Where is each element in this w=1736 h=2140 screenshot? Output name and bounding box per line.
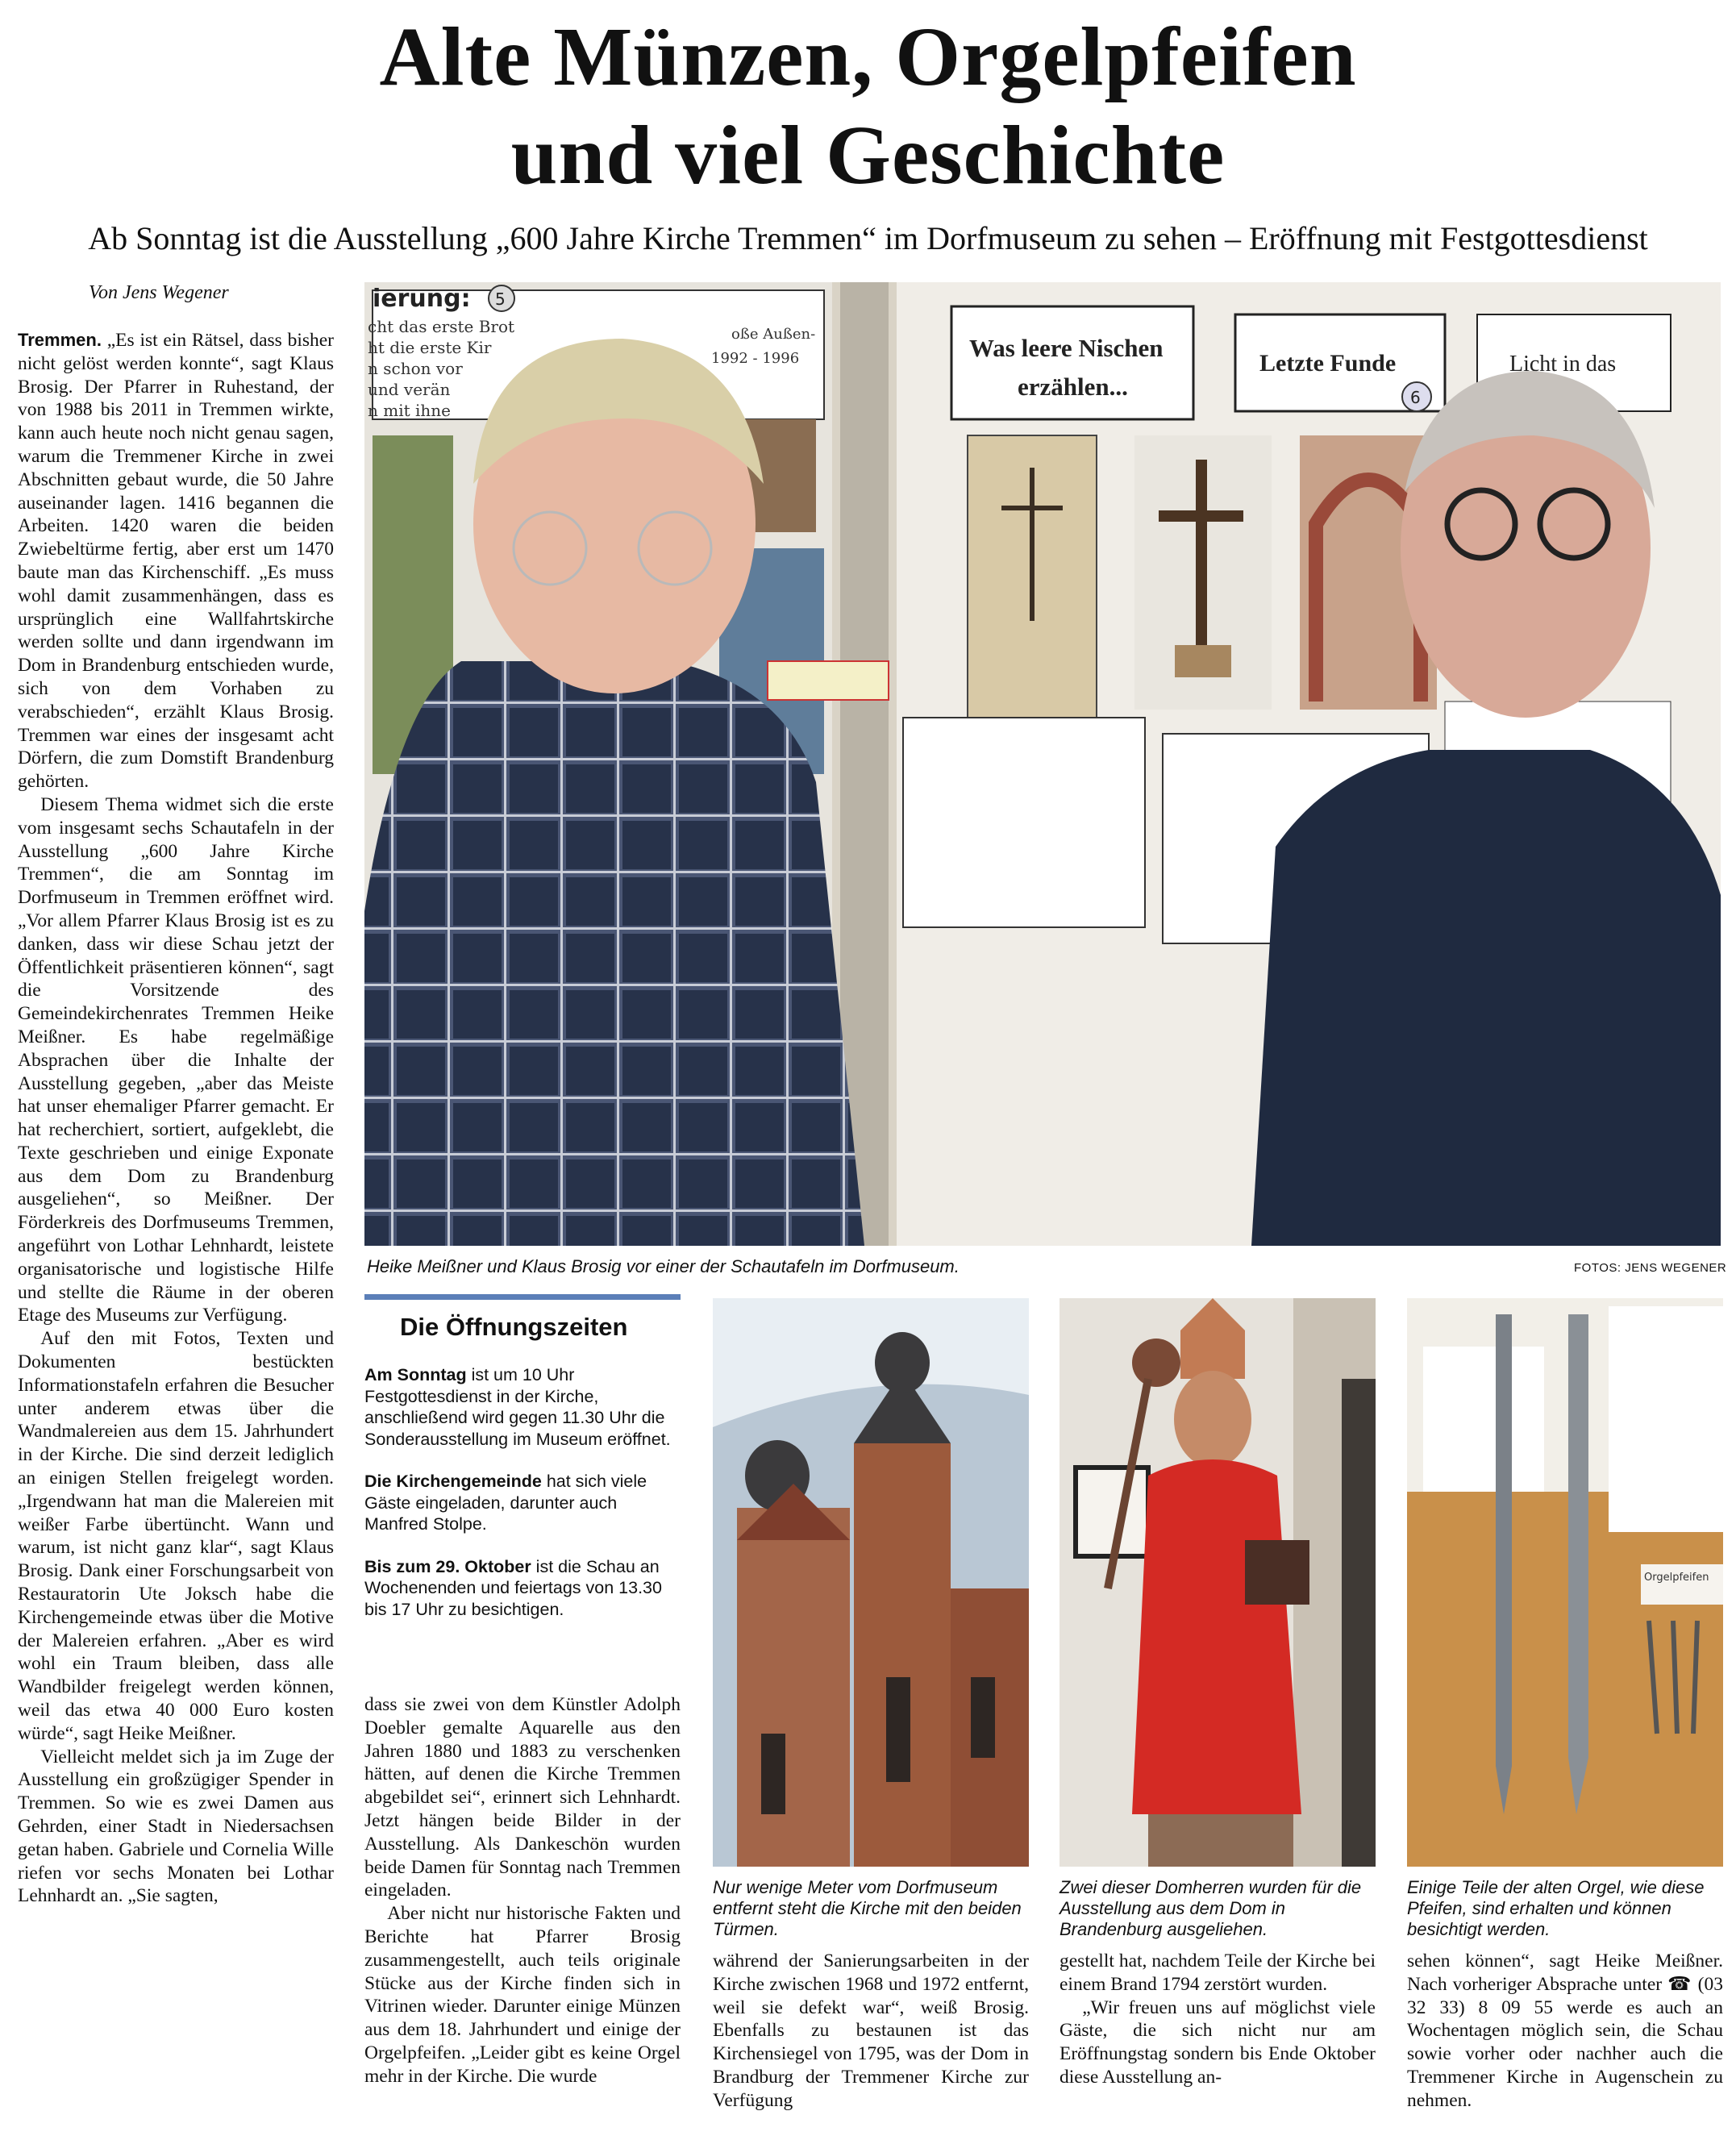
byline: Von Jens Wegener bbox=[89, 282, 229, 303]
board-num-5: 5 bbox=[495, 289, 506, 309]
organ-pipes-photo bbox=[1407, 1298, 1723, 1867]
infobox-item-2: Die Kirchengemeinde hat sich viele Gäste eingeladen, darunter auch Manfred Stolpe. bbox=[364, 1472, 647, 1534]
opening-hours-box bbox=[364, 1364, 681, 1641]
paragraph-1: Tremmen. „Es ist ein Rätsel, dass bisher nicht gelöst werden konnte“, sagt Klaus Brosig. Der Pfarrer in Ruhestand, der von 1988 bis 2011 in Tremmen wirkte, kann auch heute noch nicht genau sagen, warum die Tremmener Kirche in zwei Abschnitten gebaut wurde, die 50 Jahre auseinander lagen. 1416 begannen die Arbeiten. 1420 waren die beiden Zwiebeltürme fertig, aber erst um 1470 baute man das Kirchenschiff. „Es muss wohl damit zusammenhängen, dass es ursprünglich eine Wallfahrtskirche werden sollte und dann irgendwann im Dom in Brandenburg entschieden wurde, sich von dem Vorhaben zu verabschieden“, erzählt Klaus Brosig. Tremmen war eines der insgesamt acht Dörfern, die zum Domstift Brandenburg gehörten. bbox=[18, 330, 334, 793]
board-text-6: n mit ihne bbox=[368, 401, 451, 420]
church-photo bbox=[713, 1298, 1029, 1867]
paragraph-8: „Wir freuen uns auf möglichst viele Gäste, die sich nicht nur am Eröffnungstag sondern bis Ende Oktober diese Ausstellung an- bbox=[1060, 1996, 1376, 2088]
church-photo-caption: Nur wenige Meter vom Dorfmuseum entfernt steht die Kirche mit den beiden Türmen. bbox=[713, 1877, 1022, 1939]
board-text-8: 1992 - 1996 bbox=[711, 350, 800, 367]
canon-statue-photo bbox=[1060, 1298, 1376, 1867]
statue-image bbox=[1060, 1298, 1376, 1867]
church-image bbox=[713, 1298, 1029, 1867]
infobox-item-3: Bis zum 29. Oktober ist die Schau an Wochenenden und feiertags von 13.30 bis 17 Uhr zu besichtigen. bbox=[364, 1556, 662, 1619]
organ-photo-caption: Einige Teile der alten Orgel, wie diese Pfeifen, sind erhalten und können besichtigt werden. bbox=[1407, 1877, 1705, 1939]
board-text-4: n schon vor bbox=[368, 359, 463, 378]
board-text-2: cht das erste Brot bbox=[368, 317, 515, 336]
paragraph-7: gestellt hat, nachdem Teile der Kirche bei einem Brand 1794 zerstört wurden. bbox=[1060, 1951, 1376, 1995]
article-column-4 bbox=[1060, 1950, 1376, 2135]
infobox-rule bbox=[364, 1294, 681, 1300]
organ-label: Orgelpfeifen bbox=[1644, 1572, 1709, 1584]
headline bbox=[0, 8, 1736, 205]
infobox-item-1: Am Sonntag ist um 10 Uhr Festgottesdienst in der Kirche, anschließend wird gegen 11.30 Uhr die Sonderausstellung im Museum eröffnet. bbox=[364, 1365, 671, 1449]
paragraph-6: Aber nicht nur historische Fakten und Berichte hat Pfarrer Brosig zusammengestellt, auch teils originale Stücke aus der Kirche finden sich in Vitrinen wieder. Darunter einige Münzen aus dem 18. Jahrhundert und einige der Orgelpfeifen. „Leider gibt es keine Orgel mehr in der Kirche. Die wurde bbox=[364, 1903, 681, 2087]
dateline: Tremmen. bbox=[18, 330, 102, 350]
board-title-nischen-2: erzählen... bbox=[1018, 373, 1128, 401]
main-photo bbox=[364, 282, 1721, 1246]
article-column-5: sehen können“, sagt Heike Meißner. Nach vorheriger Absprache unter ☎ (03 32 33) 8 09 55 werde es auch an Wochentagen möglich sein, die Schau sowie vorher oder nachher auch die Tremmener Kirche in Augenschein zu nehmen. bbox=[1407, 1951, 1723, 2111]
headline-line-1: Alte Münzen, Orgelpfeifen bbox=[379, 10, 1357, 103]
paragraph-4: Vielleicht meldet sich ja im Zuge der Ausstellung ein großzügiger Spender in Tremmen. So wie es zwei Damen aus Gehrden, einer Stadt in Niedersachsen getan haben. Gabriele und Cornelia Wille riefen vor sechs Monaten bei Lothar Lehnhardt an. „Sie sagten, bbox=[18, 1746, 334, 1907]
board-text-5: und verän bbox=[368, 380, 451, 399]
headline-line-2: und viel Geschichte bbox=[510, 109, 1226, 202]
paragraph-2: Diesem Thema widmet sich die erste vom insgesamt sechs Schautafeln in der Ausstellung „600 Jahre Kirche Tremmen“, die am Sonntag im Dorfmuseum in Tremmen eröffnet wird. „Vor allem Pfarrer Klaus Brosig ist es zu danken, dass wir diese Schau jetzt der Öffentlichkeit präsentieren können“, sagt die Vorsitzende des Gemeindekirchenrates Tremmen Heike Meißner. Es habe regelmäßige Absprachen über die Inhalte der Ausstellung gegeben, „aber das Meiste hat unser ehemaliger Pfarrer gemacht. Er hat recherchiert, sortiert, aufgeklebt, die Texte geschrieben und einige Exponate aus dem Dom zu Brandenburg ausgeliehen“, so Meißner. Der Förderkreis des Dorfmuseums Tremmen, angeführt von Lothar Lehnhardt, leistete organisatorische und logistische Hilfe und stellte die Räume in der oberen Etage des Museums zur Verfügung. bbox=[18, 793, 334, 1326]
infobox-title: Die Öffnungszeiten bbox=[400, 1313, 628, 1341]
article-column-3: während der Sanierungsarbeiten in der Kirche zwischen 1968 und 1972 entfernt, weil sie defekt war“, weiß Brosig. Ebenfalls zu bestaunen ist das Kirchensiegel von 1795, was der Dom in Brandburg der Tremmener Kirche zur Verfügung bbox=[713, 1951, 1029, 2111]
board-num-6: 6 bbox=[1410, 388, 1421, 407]
photo-credit: FOTOS: JENS WEGENER bbox=[1574, 1261, 1727, 1275]
article-column-1 bbox=[18, 329, 334, 2135]
board-text-1: ierung: bbox=[373, 285, 471, 313]
board-text-3: ht die erste Kir bbox=[368, 338, 492, 357]
board-title-funde: Letzte Funde bbox=[1259, 350, 1397, 377]
photo-exhibition-boards bbox=[364, 282, 1721, 1246]
board-title-nischen-1: Was leere Nischen bbox=[969, 334, 1164, 362]
canon-photo-caption: Zwei dieser Domherren wurden für die Ausstellung aus dem Dom in Brandenburg ausgeliehen. bbox=[1060, 1877, 1362, 1939]
article-column-2 bbox=[364, 1693, 681, 2133]
board-title-licht: Licht in das bbox=[1509, 352, 1617, 377]
board-text-7: oße Außen- bbox=[731, 326, 816, 343]
main-photo-caption: Heike Meißner und Klaus Brosig vor einer der Schautafeln im Dorfmuseum. bbox=[367, 1256, 960, 1276]
organ-image bbox=[1407, 1298, 1723, 1867]
paragraph-3: Auf den mit Fotos, Texten und Dokumenten bestückten Informationstafeln erfahren die Besucher unter anderem etwas über die Wandmalereien aus dem 15. Jahrhundert in der Kirche. Die sind derzeit lediglich an einigen Stellen freigelegt worden. „Irgendwann hat man die Malereien mit weißer Farbe übertüncht. Wann und warum, ist nicht ganz klar“, sagt Klaus Brosig. Dank einer Forschungsarbeit von Restauratorin Ute Joksch habe die Kirchengemeinde etwas über die Motive der Malereien erfahren. „Aber es wird wohl ein Traum bleiben, dass alle Wandbilder freigelegt werden können, weil das etwa 40 000 Euro kosten würde“, sagt Heike Meißner. bbox=[18, 1328, 334, 1744]
paragraph-5: dass sie zwei von dem Künstler Adolph Doebler gemalte Aquarelle aus den Jahren 1880 und 1883 zu verschenken hätten, auf denen die Kirche Tremmen abgebildet sei“, erinnert sich Lehnhardt. Jetzt hängen beide Bilder in der Ausstellung. Als Dankeschön wurden beide Damen für Sonntag nach Tremmen eingeladen. bbox=[364, 1694, 681, 1901]
subheadline: Ab Sonntag ist die Ausstellung „600 Jahre Kirche Tremmen“ im Dorfmuseum zu sehen – Eröffnung mit Festgottesdienst bbox=[88, 220, 1648, 256]
